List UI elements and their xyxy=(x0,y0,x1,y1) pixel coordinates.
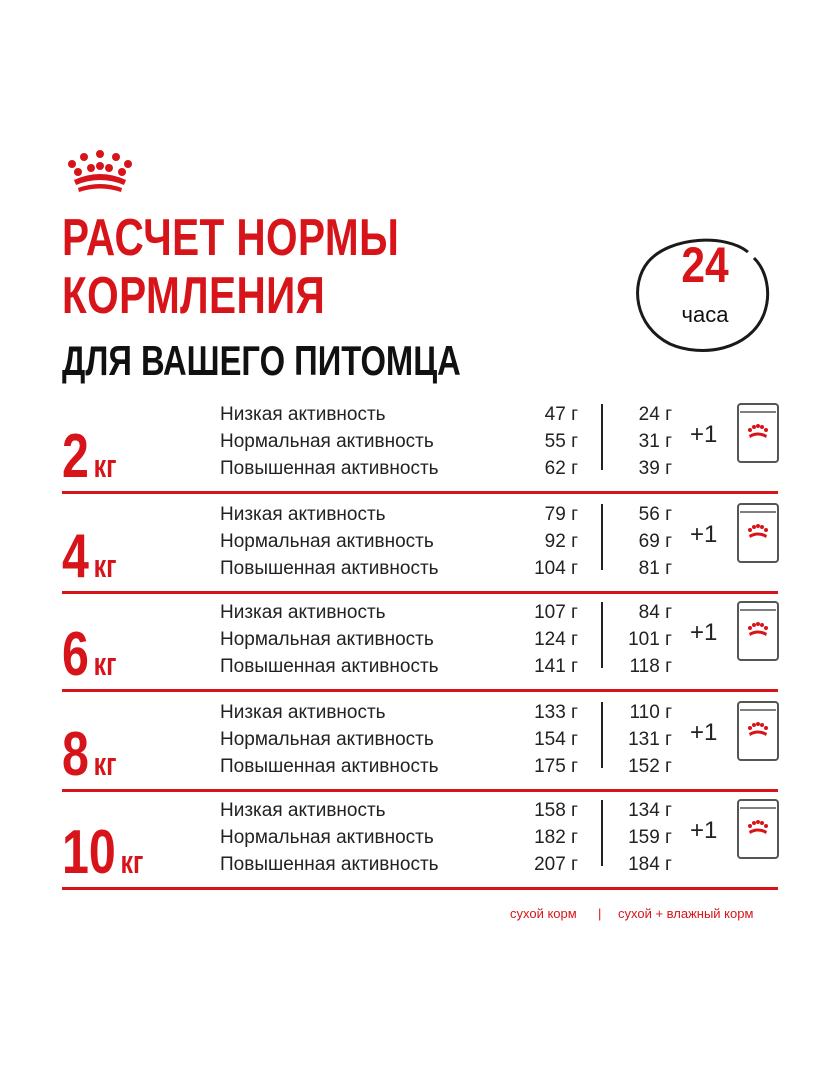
activity-row xyxy=(62,627,672,653)
wet-food-amount: 81 г xyxy=(638,558,672,579)
activity-label: Повышенная активность xyxy=(220,756,439,777)
activity-row xyxy=(62,727,672,753)
wet-food-amount: 24 г xyxy=(638,404,672,425)
weight-unit: кг xyxy=(93,448,117,484)
activity-row xyxy=(62,429,672,455)
activity-label: Низкая активность xyxy=(220,404,386,425)
weight-section xyxy=(62,502,778,594)
activity-row xyxy=(62,600,672,626)
plus-one-label: +1 xyxy=(690,521,718,548)
plus-one-label: +1 xyxy=(690,817,718,844)
dry-food-amount: 47 г xyxy=(544,404,578,425)
column-divider xyxy=(601,702,603,768)
section-divider xyxy=(62,491,778,494)
dry-food-amount: 124 г xyxy=(534,629,578,650)
weight-value: 4 xyxy=(62,522,89,591)
activity-label: Нормальная активность xyxy=(220,827,434,848)
dry-food-amount: 207 г xyxy=(534,854,578,875)
dry-food-amount: 79 г xyxy=(544,504,578,525)
dry-food-amount: 62 г xyxy=(544,458,578,479)
wet-food-amount: 184 г xyxy=(628,854,672,875)
wet-food-pouch-icon xyxy=(736,798,780,860)
legend-dry-food: сухой корм xyxy=(510,906,577,921)
weight-unit: кг xyxy=(93,746,117,782)
plus-one-label: +1 xyxy=(690,619,718,646)
dry-food-amount: 141 г xyxy=(534,656,578,677)
activity-label: Нормальная активность xyxy=(220,629,434,650)
activity-row xyxy=(62,700,672,726)
activity-label: Нормальная активность xyxy=(220,531,434,552)
badge-number: 24 xyxy=(681,237,729,293)
weight-value: 10 xyxy=(62,818,116,887)
wet-food-amount: 39 г xyxy=(638,458,672,479)
wet-food-amount: 131 г xyxy=(628,729,672,750)
royal-crown-logo-icon xyxy=(64,150,136,195)
weight-unit: кг xyxy=(93,548,117,584)
activity-label: Низкая активность xyxy=(220,602,386,623)
wet-food-pouch-icon xyxy=(736,502,780,564)
dry-food-amount: 55 г xyxy=(544,431,578,452)
weight-value: 8 xyxy=(62,720,89,789)
wet-food-pouch-icon xyxy=(736,600,780,662)
weight-section xyxy=(62,798,778,890)
wet-food-pouch-icon xyxy=(736,700,780,762)
page-subtitle: ДЛЯ ВАШЕГО ПИТОМЦА xyxy=(62,337,461,384)
activity-row xyxy=(62,529,672,555)
dry-food-amount: 158 г xyxy=(534,800,578,821)
activity-row xyxy=(62,852,672,878)
wet-food-amount: 101 г xyxy=(628,629,672,650)
weight-unit: кг xyxy=(93,646,117,682)
activity-row xyxy=(62,798,672,824)
wet-food-amount: 159 г xyxy=(628,827,672,848)
legend-separator: | xyxy=(598,906,602,921)
activity-label: Повышенная активность xyxy=(220,458,439,479)
column-divider xyxy=(601,602,603,668)
column-divider xyxy=(601,504,603,570)
wet-food-amount: 110 г xyxy=(629,702,672,723)
wet-food-amount: 84 г xyxy=(638,602,672,623)
weight-value: 2 xyxy=(62,422,89,491)
badge-label: часа xyxy=(681,302,729,327)
activity-row xyxy=(62,502,672,528)
activity-row xyxy=(62,556,672,582)
dry-food-amount: 107 г xyxy=(534,602,578,623)
activity-row xyxy=(62,825,672,851)
plus-one-label: +1 xyxy=(690,421,718,448)
activity-label: Низкая активность xyxy=(220,702,386,723)
section-divider xyxy=(62,591,778,594)
activity-label: Низкая активность xyxy=(220,504,386,525)
column-divider xyxy=(601,800,603,866)
wet-food-amount: 56 г xyxy=(638,504,672,525)
activity-label: Нормальная активность xyxy=(220,431,434,452)
activity-label: Нормальная активность xyxy=(220,729,434,750)
activity-row xyxy=(62,654,672,680)
column-divider xyxy=(601,404,603,470)
activity-row xyxy=(62,754,672,780)
wet-food-amount: 118 г xyxy=(629,656,672,677)
dry-food-amount: 154 г xyxy=(534,729,578,750)
activity-label: Повышенная активность xyxy=(220,558,439,579)
page-title-line-1: РАСЧЕТ НОРМЫ xyxy=(62,209,400,267)
plus-one-label: +1 xyxy=(690,719,718,746)
dry-food-amount: 175 г xyxy=(534,756,578,777)
activity-row xyxy=(62,402,672,428)
dry-food-amount: 104 г xyxy=(534,558,578,579)
weight-section xyxy=(62,402,778,494)
wet-food-amount: 152 г xyxy=(628,756,672,777)
section-divider xyxy=(62,789,778,792)
wet-food-pouch-icon xyxy=(736,402,780,464)
wet-food-amount: 31 г xyxy=(638,431,672,452)
wet-food-amount: 134 г xyxy=(628,800,672,821)
activity-label: Повышенная активность xyxy=(220,656,439,677)
weight-value: 6 xyxy=(62,620,89,689)
page-title-line-2: КОРМЛЕНИЯ xyxy=(62,267,326,325)
activity-label: Низкая активность xyxy=(220,800,386,821)
dry-food-amount: 182 г xyxy=(534,827,578,848)
weight-section xyxy=(62,600,778,692)
wet-food-amount: 69 г xyxy=(638,531,672,552)
activity-row xyxy=(62,456,672,482)
section-divider xyxy=(62,887,778,890)
weight-unit: кг xyxy=(120,844,144,880)
weight-section xyxy=(62,700,778,792)
section-divider xyxy=(62,689,778,692)
activity-label: Повышенная активность xyxy=(220,854,439,875)
dry-food-amount: 133 г xyxy=(534,702,578,723)
dry-food-amount: 92 г xyxy=(544,531,578,552)
legend-dry-plus-wet-food: сухой + влажный корм xyxy=(618,906,754,921)
